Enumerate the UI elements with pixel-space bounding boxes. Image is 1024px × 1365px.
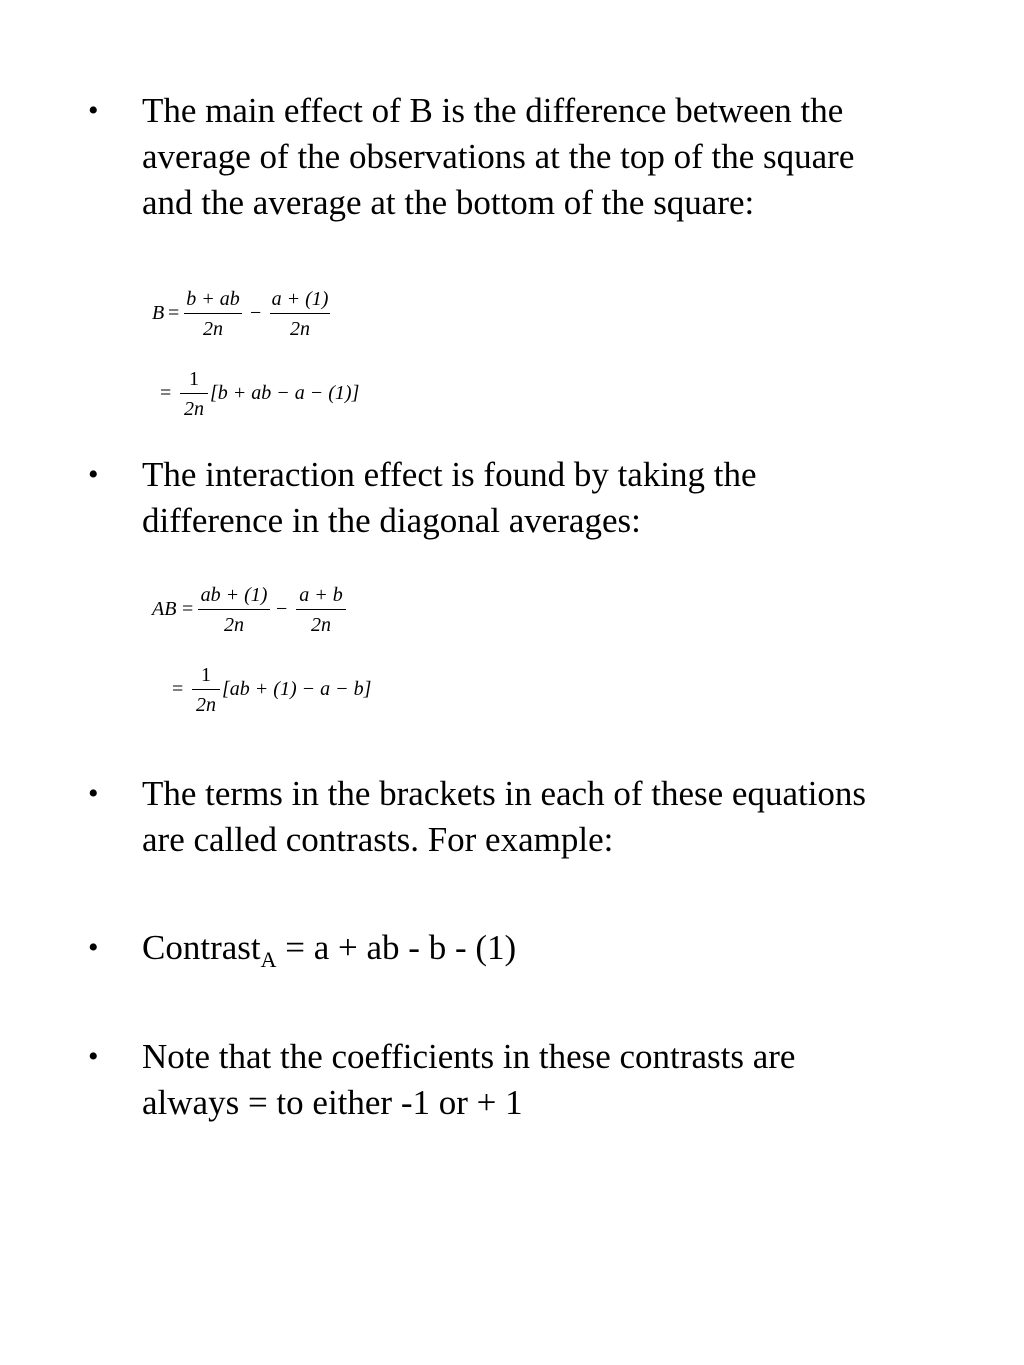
fraction-denominator: 2n — [311, 614, 331, 636]
equation-minus: − — [250, 302, 262, 324]
fraction-numerator: ab + (1) — [200, 584, 268, 606]
text-line: average of the observations at the top of the square — [142, 137, 855, 176]
equation-bracket: [b + ab − a − (1)] — [210, 382, 360, 404]
text-line: Note that the coefficients in these contrasts are — [142, 1037, 796, 1076]
text-line: The interaction effect is found by taking the — [142, 455, 757, 494]
text-line: and the average at the bottom of the square: — [142, 183, 755, 222]
fraction — [198, 584, 270, 636]
contrast-prefix: Contrast — [142, 928, 261, 967]
fraction — [180, 368, 208, 420]
equation-b-line1 — [152, 288, 352, 348]
fraction-numerator: 1 — [189, 368, 199, 390]
text-line: The terms in the brackets in each of these equations — [142, 774, 867, 813]
bullet-symbol: • — [88, 1040, 99, 1073]
equation-equals: = — [182, 598, 194, 620]
contrast-rest: = a + ab - b - (1) — [276, 928, 517, 967]
fraction-bar — [184, 313, 242, 314]
fraction-bar — [270, 313, 330, 314]
fraction-bar — [180, 393, 208, 394]
text-line: difference in the diagonal averages: — [142, 501, 641, 540]
fraction-numerator: 1 — [201, 664, 211, 686]
fraction-numerator: b + ab — [186, 288, 240, 310]
bullet-text — [142, 925, 942, 971]
equation-equals: = — [172, 678, 184, 700]
fraction-numerator: a + b — [299, 584, 343, 606]
bullet-text — [142, 88, 942, 226]
contrast-subscript: A — [260, 947, 277, 972]
contrast-formula — [142, 925, 942, 971]
equation-lhs: AB — [152, 598, 177, 620]
bullet-symbol: • — [88, 94, 99, 127]
fraction-denominator: 2n — [203, 318, 223, 340]
fraction-denominator: 2n — [184, 398, 204, 420]
fraction-bar — [296, 609, 346, 610]
fraction — [270, 288, 330, 340]
fraction-bar — [192, 689, 220, 690]
text-line: The main effect of B is the difference between the — [142, 91, 844, 130]
fraction — [184, 288, 242, 340]
bullet-text — [142, 771, 942, 863]
fraction — [192, 664, 220, 716]
text-line: are called contrasts. For example: — [142, 820, 614, 859]
bullet-text — [142, 452, 942, 544]
text-line: always = to either -1 or + 1 — [142, 1083, 523, 1122]
equation-b-line2 — [160, 368, 380, 428]
fraction — [296, 584, 346, 636]
fraction-denominator: 2n — [290, 318, 310, 340]
equation-ab-line2 — [172, 664, 392, 724]
bullet-symbol: • — [88, 458, 99, 491]
fraction-bar — [198, 609, 270, 610]
bullet-symbol: • — [88, 931, 99, 964]
fraction-numerator: a + (1) — [271, 288, 329, 310]
equation-equals: = — [160, 382, 172, 404]
fraction-denominator: 2n — [224, 614, 244, 636]
equation-bracket: [ab + (1) − a − b] — [222, 678, 372, 700]
equation-ab-line1 — [152, 584, 372, 644]
equation-equals: = — [168, 302, 180, 324]
bullet-symbol: • — [88, 777, 99, 810]
fraction-denominator: 2n — [196, 694, 216, 716]
equation-minus: − — [276, 598, 288, 620]
bullet-text — [142, 1034, 942, 1126]
equation-lhs: B — [152, 302, 165, 324]
